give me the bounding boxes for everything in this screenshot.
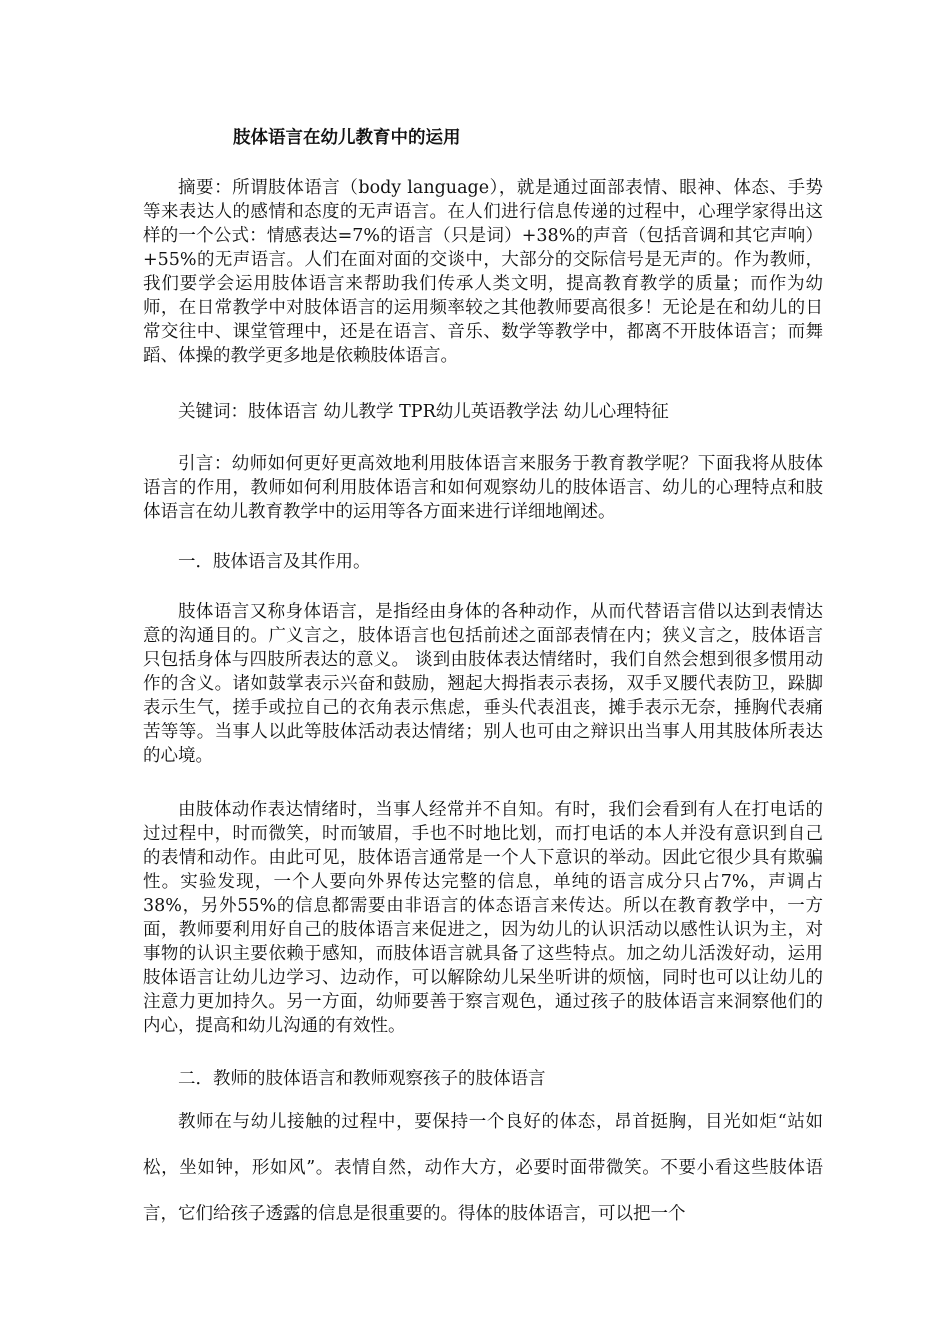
section-heading-2: 二．教师的肢体语言和教师观察孩子的肢体语言 xyxy=(178,1069,546,1089)
keywords-paragraph: 关键词：肢体语言 幼儿教学 TPR幼儿英语教学法 幼儿心理特征 xyxy=(178,402,669,422)
abstract-paragraph: 摘要：所谓肢体语言（body language），就是通过面部表情、眼神、体态、手势等来表达人的感情和态度的无声语言。在人们进行信息传递的过程中，心理学家得出这样的一个公式：情感表达=7%的语言（只是词）+38%的声音（包括音调和其它声响）+55%的无声语言。人们在面对面的交谈中，大部分的交际信号是无声的。作为教师，我们要学会运用肢体语言来帮助我们传承人类文明，提高教育教学的质量；而作为幼师，在日常教学中对肢体语言的运用频率较之其他教师要高很多！无论是在和幼儿的日常交往中、课堂管理中，还是在语言、音乐、数学等教学中，都离不开肢体语言；而舞蹈、体操的教学更多地是依赖肢体语言。 xyxy=(143,178,823,366)
body-paragraph: 教师在与幼儿接触的过程中，要保持一个良好的体态，昂首挺胸，目光如炬“站如松，坐如钟，形如风”。表情自然，动作大方，必要时面带微笑。不要小看这些肢体语言，它们给孩子透露的信息是很重要的。得体的肢体语言，可以把一个 xyxy=(143,1112,823,1224)
introduction-paragraph: 引言：幼师如何更好更高效地利用肢体语言来服务于教育教学呢？下面我将从肢体语言的作用，教师如何利用肢体语言和如何观察幼儿的肢体语言、幼儿的心理特点和肢体语言在幼儿教育教学中的运用等各方面来进行详细地阐述。 xyxy=(143,454,823,522)
document-title: 肢体语言在幼儿教育中的运用 xyxy=(233,128,461,148)
body-paragraph: 由肢体动作表达情绪时，当事人经常并不自知。有时，我们会看到有人在打电话的过过程中，时而微笑，时而皱眉，手也不时地比划，而打电话的本人并没有意识到自己的表情和动作。由此可见，肢体语言通常是一个人下意识的举动。因此它很少具有欺骗性。实验发现，一个人要向外界传达完整的信息，单纯的语言成分只占7%，声调占38%，另外55%的信息都需要由非语言的体态语言来传达。所以在教育教学中，一方面，教师要利用好自己的肢体语言来促进之，因为幼儿的认识活动以感性认识为主，对事物的认识主要依赖于感知，而肢体语言就具备了这些特点。加之幼儿活泼好动，运用肢体语言让幼儿边学习、边动作，可以解除幼儿呆坐听讲的烦恼，同时也可以让幼儿的注意力更加持久。另一方面，幼师要善于察言观色，通过孩子的肢体语言来洞察他们的内心，提高和幼儿沟通的有效性。 xyxy=(143,800,823,1036)
body-paragraph: 肢体语言又称身体语言，是指经由身体的各种动作，从而代替语言借以达到表情达意的沟通目的。广义言之，肢体语言也包括前述之面部表情在内；狭义言之，肢体语言只包括身体与四肢所表达的意义。 谈到由肢体表达情绪时，我们自然会想到很多惯用动作的含义。诸如鼓掌表示兴奋和鼓励，翘起大拇指表示表扬，双手叉腰代表防卫，跺脚表示生气，搓手或拉自己的衣角表示焦虑，垂头代表沮丧，摊手表示无奈，捶胸代表痛苦等等。当事人以此等肢体活动表达情绪；别人也可由之辩识出当事人用其肢体所表达的心境。 xyxy=(143,602,823,766)
section-heading-1: 一．肢体语言及其作用。 xyxy=(178,552,371,572)
